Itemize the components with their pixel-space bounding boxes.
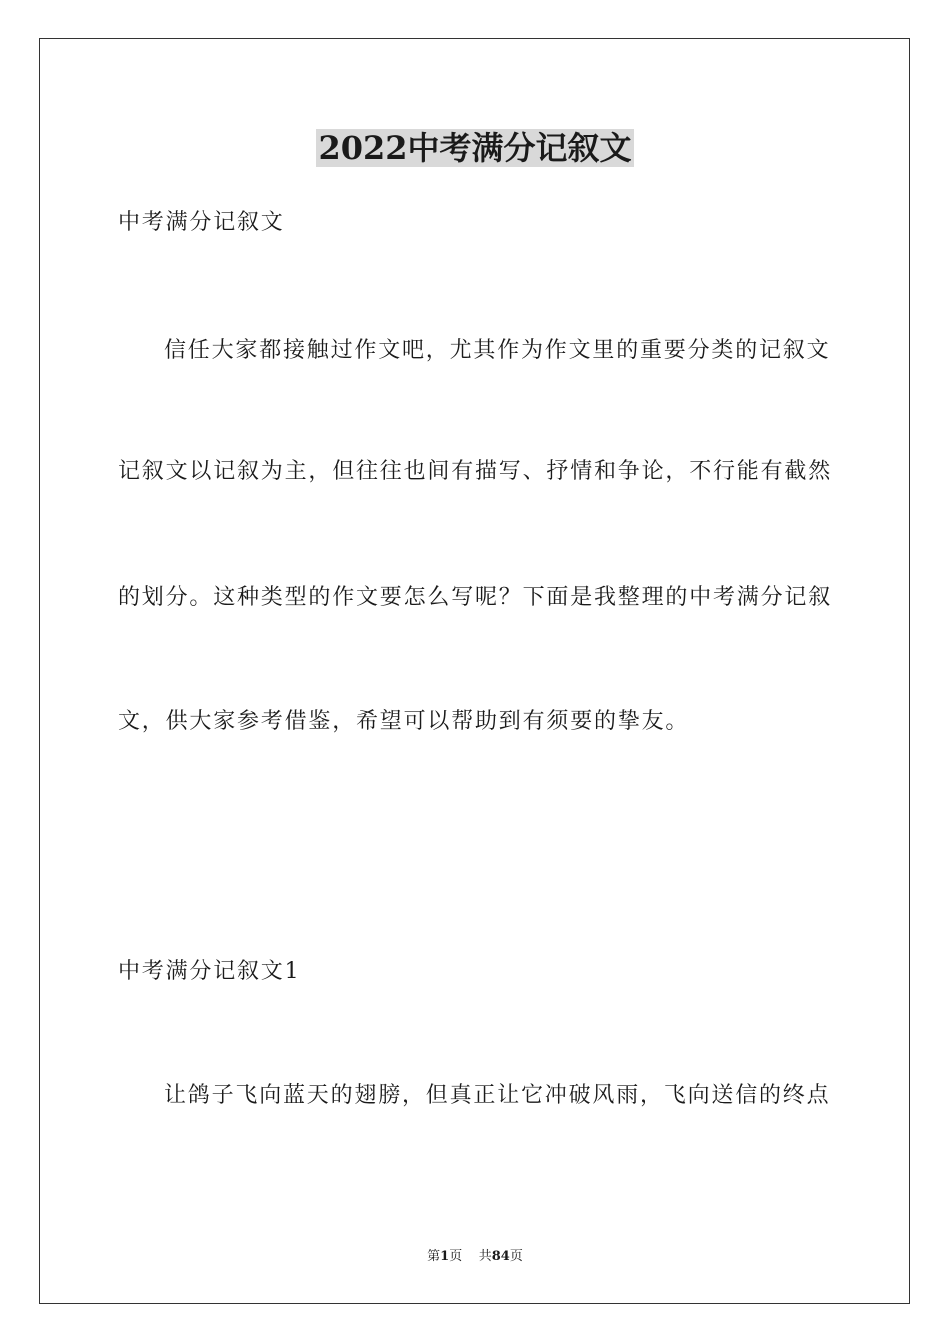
footer-page-prefix: 第 [427,1249,441,1264]
intro-line-3: 的划分。这种类型的作文要怎么写呢？下面是我整理的中考满分记叙 [118,585,833,610]
page-footer [0,1249,950,1265]
intro-line-4: 文，供大家参考借鉴，希望可以帮助到有须要的挚友。 [118,709,690,734]
intro-line-2: 记叙文以记叙为主，但往往也间有描写、抒情和争论，不行能有截然 [118,459,833,484]
document-subtitle: 中考满分记叙文 [118,210,285,235]
section-heading: 中考满分记叙文1 [118,959,301,984]
section-line-1: 让鸽子飞向蓝天的翅膀，但真正让它冲破风雨，飞向送信的终点 [164,1083,831,1108]
document-title [0,128,950,168]
footer-page-number: 1 [440,1249,450,1264]
footer-page-suffix: 页 [449,1249,463,1264]
footer-total-pages: 84 [491,1249,510,1264]
intro-line-1: 信任大家都接触过作文吧，尤其作为作文里的重要分类的记叙文 [164,338,831,363]
document-title-text: 2022中考满分记叙文 [318,129,632,167]
footer-total-suffix: 页 [509,1249,523,1264]
footer-total-prefix: 共 [478,1249,492,1264]
